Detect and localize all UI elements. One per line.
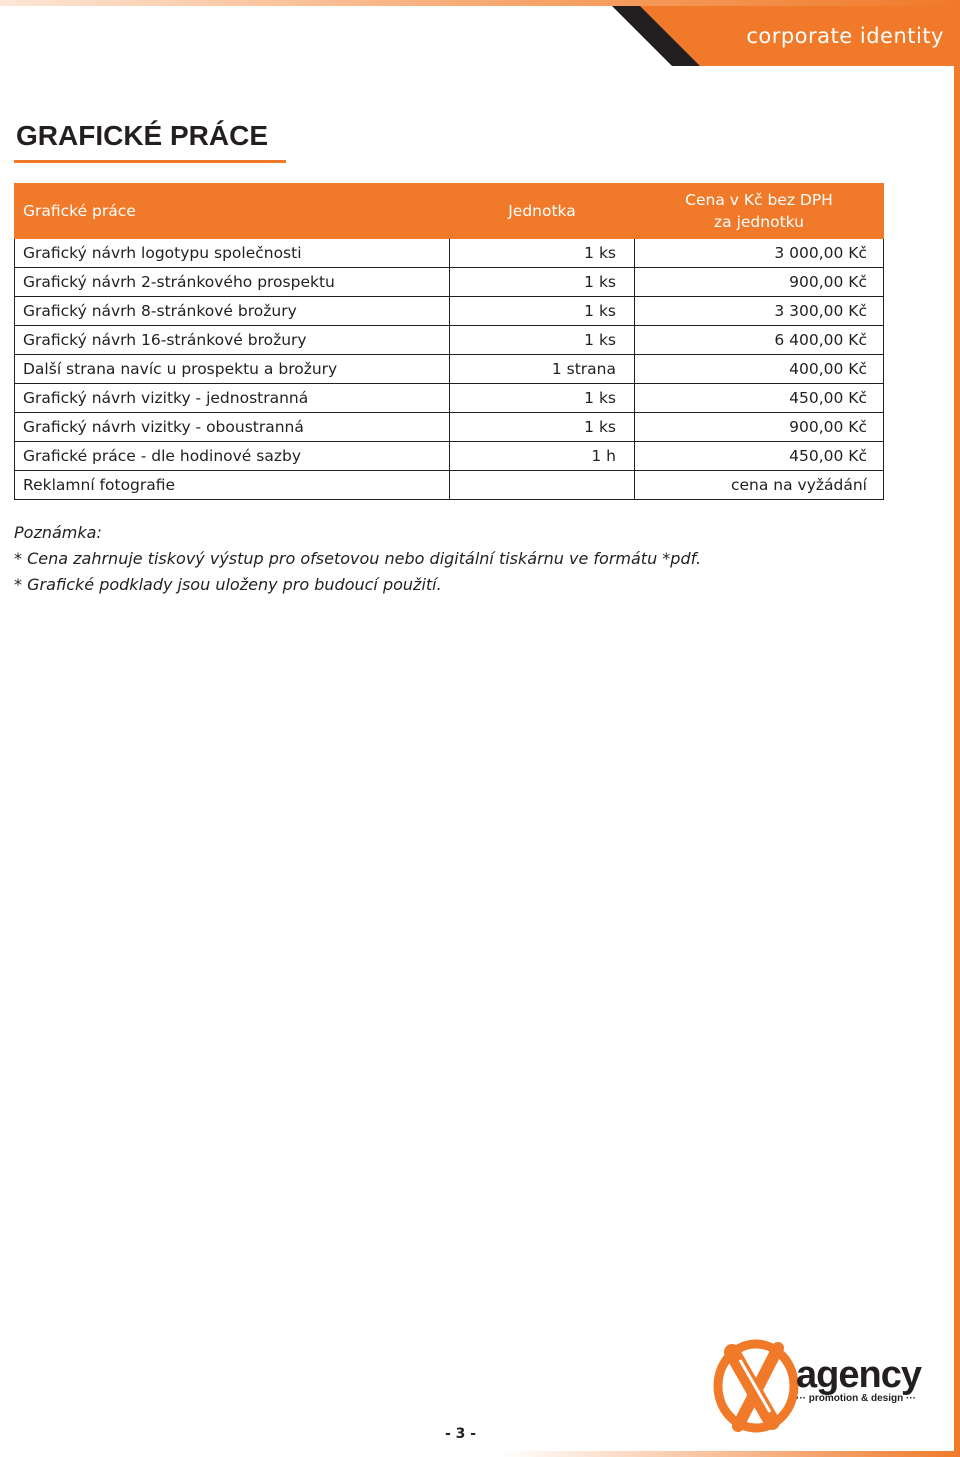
row-service: Grafický návrh 2-stránkového prospektu xyxy=(15,268,450,297)
logo-tagline: ··· promotion & design ··· xyxy=(796,1393,916,1404)
notes-heading: Poznámka: xyxy=(14,523,102,542)
row-unit: 1 ks xyxy=(450,413,635,442)
row-service: Grafický návrh vizitky - oboustranná xyxy=(15,413,450,442)
header-unit: Jednotka xyxy=(450,184,635,239)
row-service: Grafický návrh 8-stránkové brožury xyxy=(15,297,450,326)
header-service: Grafické práce xyxy=(15,184,450,239)
note-line: * Grafické podklady jsou uloženy pro budoucí použití. xyxy=(14,575,442,594)
header-price-line2: za jednotku xyxy=(714,213,804,231)
row-price: 900,00 Kč xyxy=(635,413,884,442)
row-price: 900,00 Kč xyxy=(635,268,884,297)
title-underline xyxy=(14,160,286,163)
row-unit: 1 ks xyxy=(450,326,635,355)
row-price: 6 400,00 Kč xyxy=(635,326,884,355)
table-row xyxy=(15,326,884,355)
table-header-row xyxy=(15,184,884,239)
header-price-line1: Cena v Kč bez DPH xyxy=(685,191,833,209)
table-row xyxy=(15,413,884,442)
row-service: Grafický návrh vizitky - jednostranná xyxy=(15,384,450,413)
banner-title: corporate identity xyxy=(746,24,944,48)
note-line: * Cena zahrnuje tiskový výstup pro ofsetovou nebo digitální tiskárnu ve formátu *pdf. xyxy=(14,549,702,568)
table-row xyxy=(15,239,884,268)
table-row xyxy=(15,442,884,471)
price-table xyxy=(14,183,884,500)
table-row xyxy=(15,471,884,500)
page-number: - 3 - xyxy=(445,1426,477,1442)
row-price: cena na vyžádání xyxy=(635,471,884,500)
row-price: 450,00 Kč xyxy=(635,442,884,471)
header-price xyxy=(635,184,884,239)
logo-wordmark: agency xyxy=(796,1354,921,1396)
table-row xyxy=(15,268,884,297)
row-unit: 1 ks xyxy=(450,384,635,413)
row-price: 450,00 Kč xyxy=(635,384,884,413)
row-unit: 1 ks xyxy=(450,297,635,326)
table-row xyxy=(15,355,884,384)
header-banner xyxy=(0,0,960,66)
row-service: Další strana navíc u prospektu a brožury xyxy=(15,355,450,384)
row-price: 3 000,00 Kč xyxy=(635,239,884,268)
row-unit: 1 strana xyxy=(450,355,635,384)
row-service: Grafický návrh 16-stránkové brožury xyxy=(15,326,450,355)
row-service: Reklamní fotografie xyxy=(15,471,450,500)
row-service: Grafický návrh logotypu společnosti xyxy=(15,239,450,268)
table-row xyxy=(15,384,884,413)
row-unit: 1 h xyxy=(450,442,635,471)
right-edge-bar xyxy=(954,0,960,1457)
row-price: 400,00 Kč xyxy=(635,355,884,384)
row-unit: 1 ks xyxy=(450,268,635,297)
table-row xyxy=(15,297,884,326)
row-unit: 1 ks xyxy=(450,239,635,268)
row-service: Grafické práce - dle hodinové sazby xyxy=(15,442,450,471)
page-title: GRAFICKÉ PRÁCE xyxy=(16,120,269,151)
row-price: 3 300,00 Kč xyxy=(635,297,884,326)
row-unit xyxy=(450,471,635,500)
notes xyxy=(14,520,701,598)
bottom-edge-bar xyxy=(500,1451,960,1457)
